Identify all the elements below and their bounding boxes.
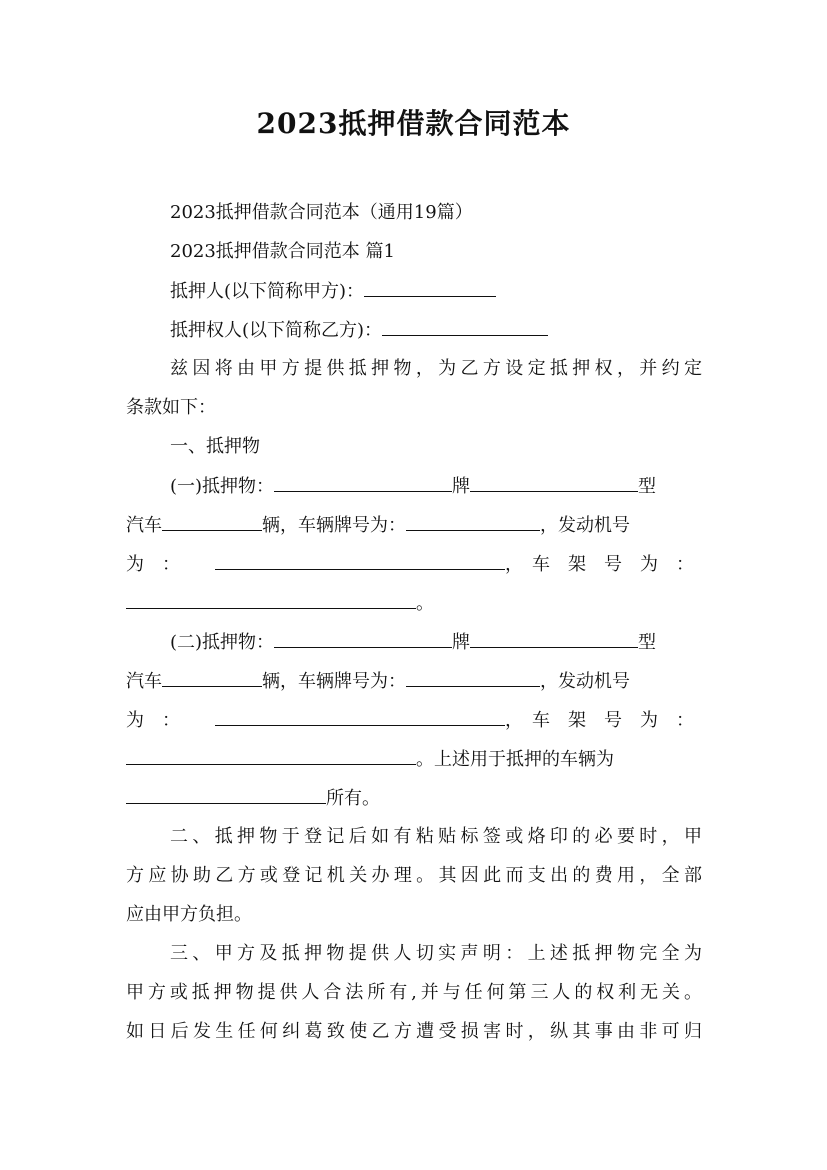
paragraph-line: 甲方或抵押物提供人合法所有,并与任何第三人的权利无关。 xyxy=(126,982,702,1003)
frame-blank xyxy=(126,590,416,609)
owner-blank xyxy=(126,785,326,804)
clause-heading: 一、抵押物 xyxy=(170,436,260,457)
mortgagee-line xyxy=(170,317,702,344)
engine-blank xyxy=(215,551,505,570)
collateral-1-label: (一)抵押物： xyxy=(170,476,275,497)
collateral-1-line xyxy=(170,473,702,500)
frame-label: ， 车 架 号 为 ： xyxy=(505,554,694,575)
paragraph-line: 三、甲方及抵押物提供人切实声明：上述抵押物完全为 xyxy=(170,943,702,964)
paragraph-line: 方应协助乙方或登记机关办理。其因此而支出的费用，全部 xyxy=(126,865,702,886)
frame-line xyxy=(126,746,702,773)
count-blank xyxy=(162,512,262,531)
vehicle-label: 汽车 xyxy=(126,671,162,692)
engine-label: ，发动机号 xyxy=(540,515,630,536)
owner-line xyxy=(126,785,702,812)
engine-label-cont: 为 ： xyxy=(126,554,180,575)
vehicle-label: 汽车 xyxy=(126,515,162,536)
paragraph-line: 条款如下： xyxy=(126,397,216,418)
paragraph-line: 如日后发生任何纠葛致使乙方遭受损害时，纵其事由非可归 xyxy=(126,1021,702,1042)
model-blank xyxy=(470,473,638,492)
owner-suffix: 所有。 xyxy=(326,788,380,809)
paragraph-line: 兹因将由甲方提供抵押物，为乙方设定抵押权，并约定 xyxy=(170,358,702,379)
mortgagor-blank xyxy=(364,278,496,297)
brand-blank xyxy=(274,473,452,492)
frame-blank xyxy=(126,746,416,765)
paragraph-line: 二、抵押物于登记后如有粘贴标签或烙印的必要时，甲 xyxy=(170,826,702,847)
model-blank xyxy=(470,629,638,648)
mortgagor-line xyxy=(170,278,702,305)
section-heading: 2023抵押借款合同范本 篇1 xyxy=(170,241,395,262)
brand-label: 牌 xyxy=(452,476,471,497)
frame-label: ， 车 架 号 为 ： xyxy=(505,710,694,731)
engine-blank xyxy=(215,707,505,726)
engine-line xyxy=(126,551,702,578)
period: 。 xyxy=(416,593,434,614)
mortgagor-label: 抵押人(以下简称甲方)： xyxy=(170,281,365,302)
mortgagee-label: 抵押权人(以下简称乙方)： xyxy=(170,320,383,341)
plate-label: 辆，车辆牌号为： xyxy=(262,515,406,536)
engine-label-cont: 为 ： xyxy=(126,710,180,731)
subtitle-line: 2023抵押借款合同范本（通用19篇） xyxy=(170,202,473,223)
paragraph-line: 应由甲方负担。 xyxy=(126,904,252,925)
vehicle-line xyxy=(126,512,702,539)
owner-label: 。上述用于抵押的车辆为 xyxy=(416,749,614,770)
collateral-2-label: (二)抵押物： xyxy=(170,632,275,653)
plate-blank xyxy=(406,512,540,531)
model-label: 型 xyxy=(638,632,657,653)
document-title: 2023抵押借款合同范本 xyxy=(256,107,571,140)
frame-line xyxy=(126,590,702,617)
brand-label: 牌 xyxy=(452,632,471,653)
engine-label: ，发动机号 xyxy=(540,671,630,692)
plate-label: 辆，车辆牌号为： xyxy=(262,671,406,692)
brand-blank xyxy=(274,629,452,648)
count-blank xyxy=(162,668,262,687)
model-label: 型 xyxy=(638,476,657,497)
engine-line xyxy=(126,707,702,734)
plate-blank xyxy=(406,668,540,687)
vehicle-line xyxy=(126,668,702,695)
collateral-2-line xyxy=(170,629,702,656)
mortgagee-blank xyxy=(382,317,548,336)
